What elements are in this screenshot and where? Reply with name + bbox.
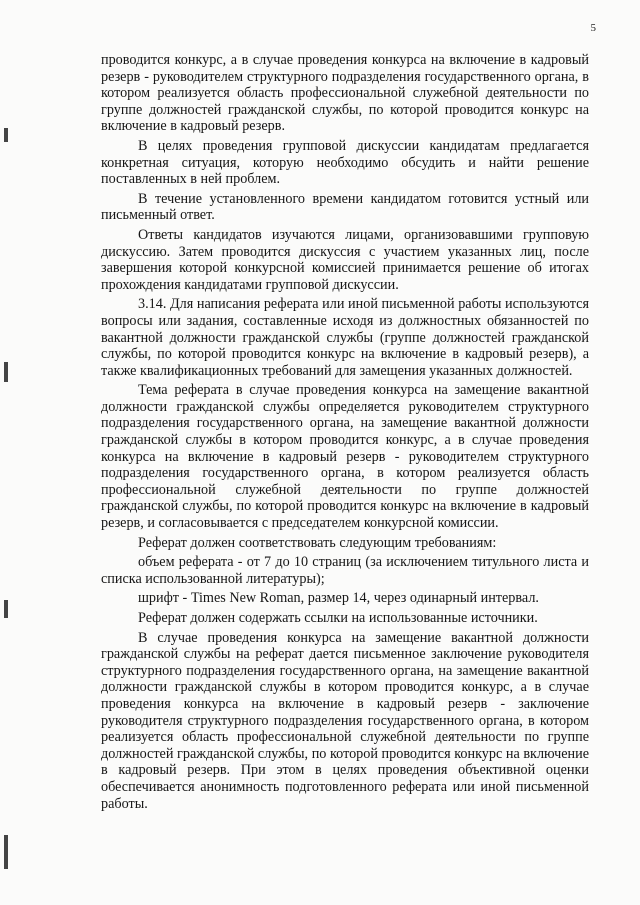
paragraph: объем реферата - от 7 до 10 страниц (за исключением титульного листа и списка использованной литературы); (101, 554, 589, 587)
scan-mark (4, 600, 8, 618)
paragraph: Тема реферата в случае проведения конкурса на замещение вакантной должности гражданской службы определяется руководителем структурного подразделения государственного органа, на замещение вакантной должности гражданской службы в котором проводится конкурс, а в случае проведения конкурса на включение в кадровый резерв - руководителем структурного подразделения государственного органа, в котором реализуется область профессиональной служебной деятельности по группе должностей гражданской службы, по которой проводится конкурс на включение в кадровый резерв, и согласовывается с председателем конкурсной комиссии. (101, 382, 589, 532)
paragraph: В случае проведения конкурса на замещение вакантной должности гражданской службы на реферат дается письменное заключение руководителя структурного подразделения государственного органа, на замещение вакантной должности гражданской службы в котором проводится конкурс, а в случае проведения конкурса на включение в кадровый резерв - заключение руководителя структурного подразделения государственного органа, в котором реализуется область профессиональной служебной деятельности по группе должностей гражданской службы, по которой проводится конкурс на включение в кадровый резерв. При этом в целях проведения объективной оценки обеспечивается анонимность подготовленного реферата или иной письменной работы. (101, 629, 589, 812)
paragraph: шрифт - Times New Roman, размер 14, через одинарный интервал. (138, 590, 539, 607)
paragraph: Реферат должен соответствовать следующим требованиям: (138, 534, 497, 551)
body-text (101, 52, 589, 815)
paragraph: 3.14. Для написания реферата или иной письменной работы используются вопросы или задания, составленные исходя из должностных обязанностей по вакантной должности гражданской службы (группе должностей гражданской службы, по которой проводится конкурс на включение в кадровый резерв), а также квалификационных требований для замещения указанных должностей. (101, 296, 589, 379)
page-number: 5 (590, 22, 596, 34)
scan-mark (4, 362, 8, 382)
scan-mark (4, 835, 8, 869)
paragraph: В целях проведения групповой дискуссии кандидатам предлагается конкретная ситуация, которую необходимо обсудить и найти решение поставленных в ней проблем. (101, 137, 589, 188)
paragraph: Реферат должен содержать ссылки на использованные источники. (138, 610, 538, 626)
paragraph: проводится конкурс, а в случае проведения конкурса на включение в кадровый резерв - руководителем структурного подразделения государственного органа, в котором реализуется область профессиональной служебной деятельности по группе должностей гражданской службы, по которой проводится конкурс на включение в кадровый резерв. (101, 52, 589, 135)
scan-edge-marks (4, 0, 14, 905)
paragraph: В течение установленного времени кандидатом готовится устный или письменный ответ. (101, 190, 589, 224)
scan-mark (4, 128, 8, 142)
paragraph: Ответы кандидатов изучаются лицами, организовавшими групповую дискуссию. Затем проводится дискуссия с участием указанных лиц, после завершения которой конкурсной комиссией принимается решение об итогах прохождения кандидатами групповой дискуссии. (101, 226, 589, 293)
